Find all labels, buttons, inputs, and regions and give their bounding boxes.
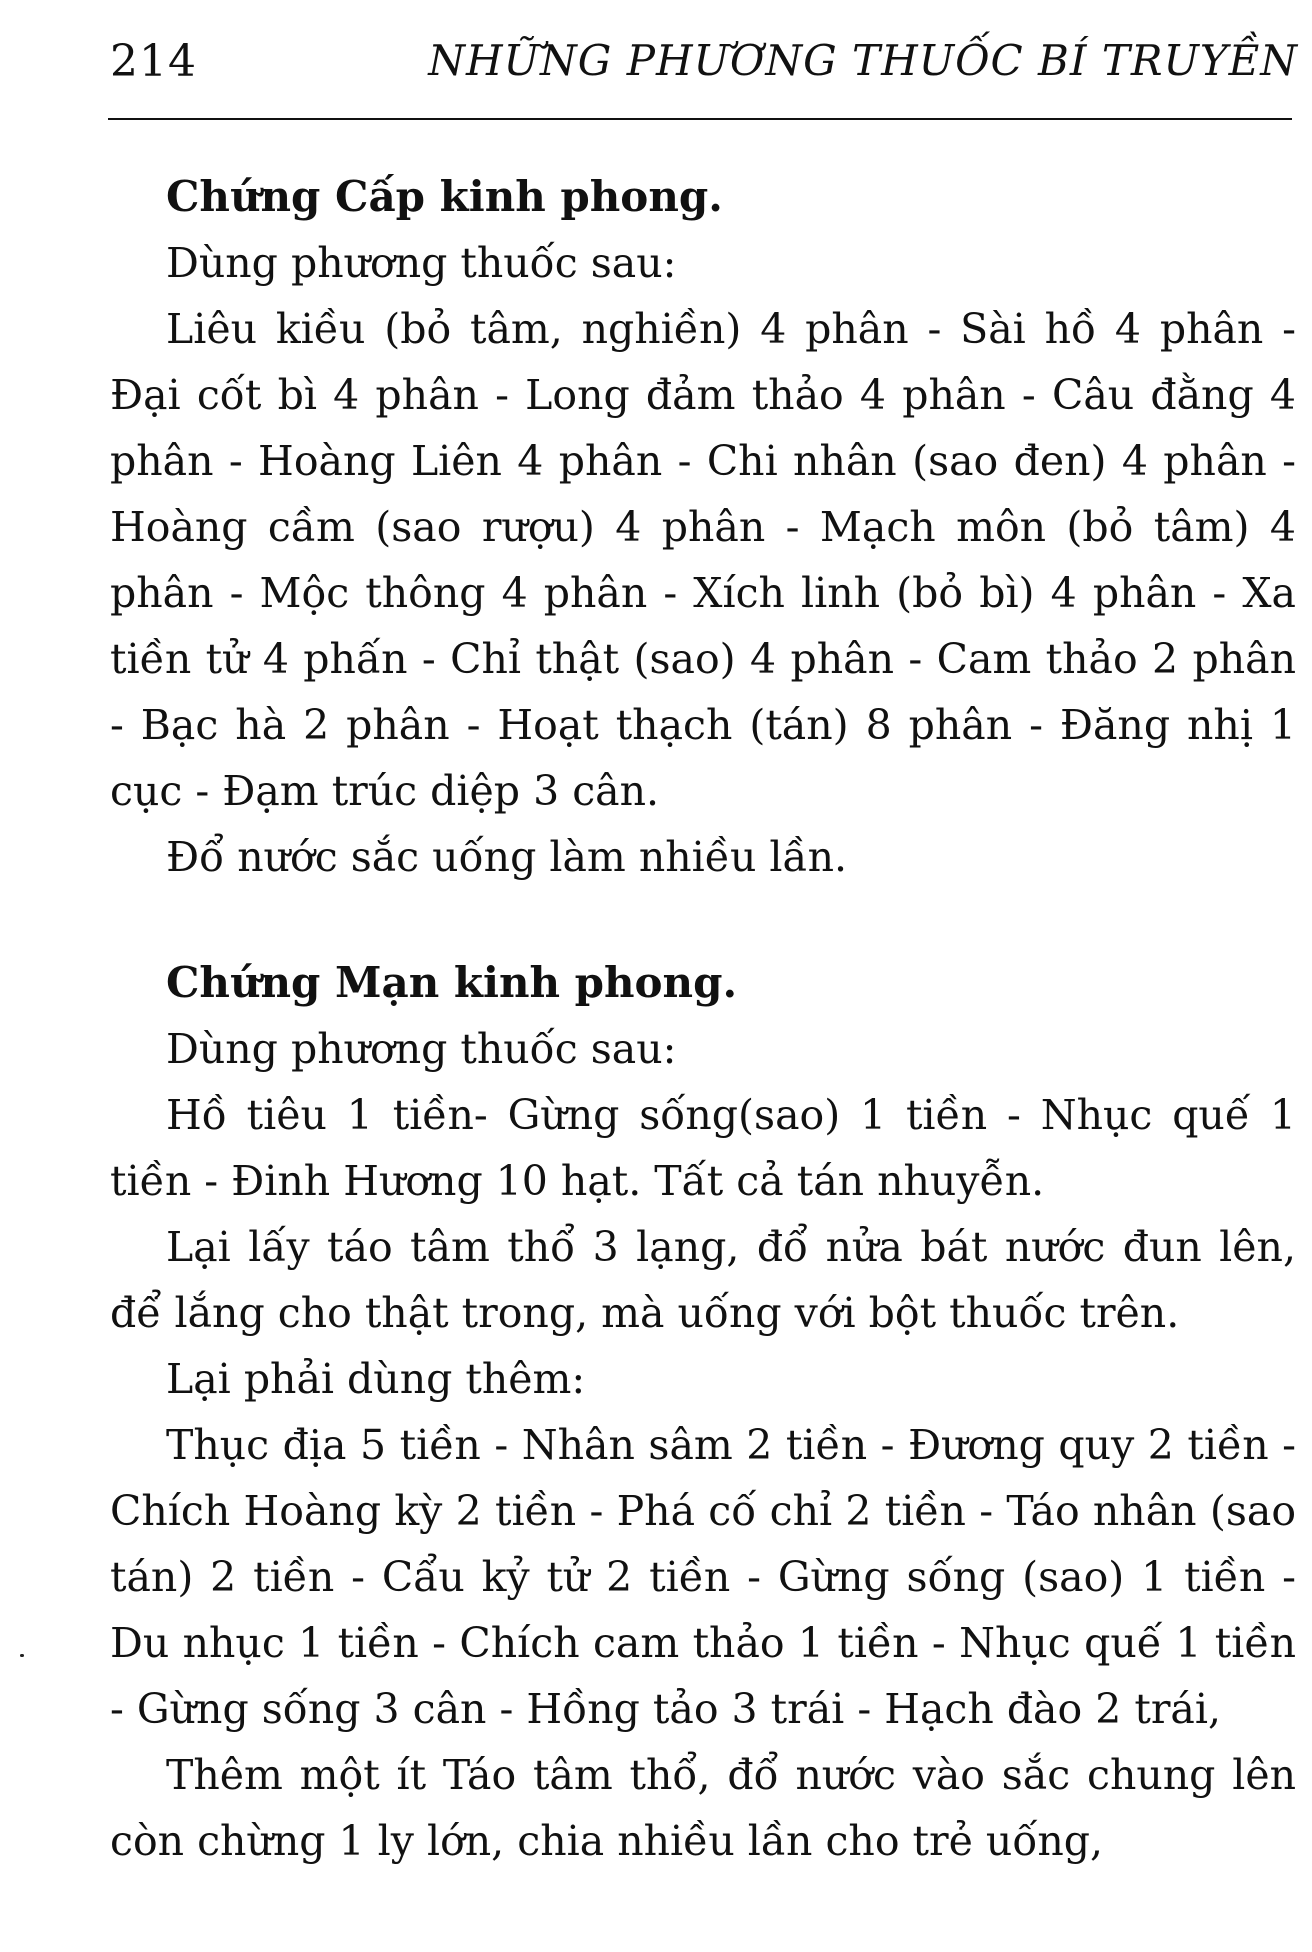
paragraph: Dùng phương thuốc sau: xyxy=(166,239,677,287)
paragraph: Lại lấy táo tâm thổ 3 lạng, đổ nửa bát nước đun lên, để lắng cho thật trong, mà uống với bột thuốc trên. xyxy=(110,1223,1296,1337)
paragraph: Dùng phương thuốc sau: xyxy=(166,1025,677,1073)
section-heading: Chứng Cấp kinh phong. xyxy=(166,172,723,221)
section-cap-kinh-phong xyxy=(110,164,1296,890)
header-divider xyxy=(108,118,1292,120)
section-man-kinh-phong xyxy=(110,950,1296,1874)
scan-speck xyxy=(20,1654,24,1657)
paragraph: Đổ nước sắc uống làm nhiều lần. xyxy=(166,833,848,881)
section-heading: Chứng Mạn kinh phong. xyxy=(166,958,738,1007)
page-number: 214 xyxy=(110,36,197,87)
paragraph: Hồ tiêu 1 tiền- Gừng sống(sao) 1 tiền - Nhục quế 1 tiền - Đinh Hương 10 hạt. Tất cả tán nhuyễn. xyxy=(110,1091,1296,1205)
running-title: NHỮNG PHƯƠNG THUỐC BÍ TRUYỀN xyxy=(428,36,1298,85)
paragraph: Thục địa 5 tiền - Nhân sâm 2 tiền - Đương quy 2 tiền - Chích Hoàng kỳ 2 tiền - Phá cố chỉ 2 tiền - Táo nhân (sao tán) 2 tiền - Cẩu kỷ tử 2 tiền - Gừng sống (sao) 1 tiền - Du nhục 1 tiền - Chích cam thảo 1 tiền - Nhục quế 1 tiền - Gừng sống 3 cân - Hồng tảo 3 trái - Hạch đào 2 trái, xyxy=(110,1421,1296,1733)
page-header xyxy=(110,36,1298,106)
paragraph: Lại phải dùng thêm: xyxy=(166,1355,586,1403)
paragraph: Liêu kiều (bỏ tâm, nghiền) 4 phân - Sài hồ 4 phân - Đại cốt bì 4 phân - Long đảm thảo 4 phân - Câu đằng 4 phân - Hoàng Liên 4 phân - Chi nhân (sao đen) 4 phân - Hoàng cầm (sao rượu) 4 phân - Mạch môn (bỏ tâm) 4 phân - Mộc thông 4 phân - Xích linh (bỏ bì) 4 phân - Xa tiền tử 4 phấn - Chỉ thật (sao) 4 phân - Cam thảo 2 phân - Bạc hà 2 phân - Hoạt thạch (tán) 8 phân - Đăng nhị 1 cục - Đạm trúc diệp 3 cân. xyxy=(110,305,1296,815)
page-body xyxy=(110,164,1296,1874)
paragraph: Thêm một ít Táo tâm thổ, đổ nước vào sắc chung lên còn chừng 1 ly lớn, chia nhiều lần cho trẻ uống, xyxy=(110,1751,1296,1865)
